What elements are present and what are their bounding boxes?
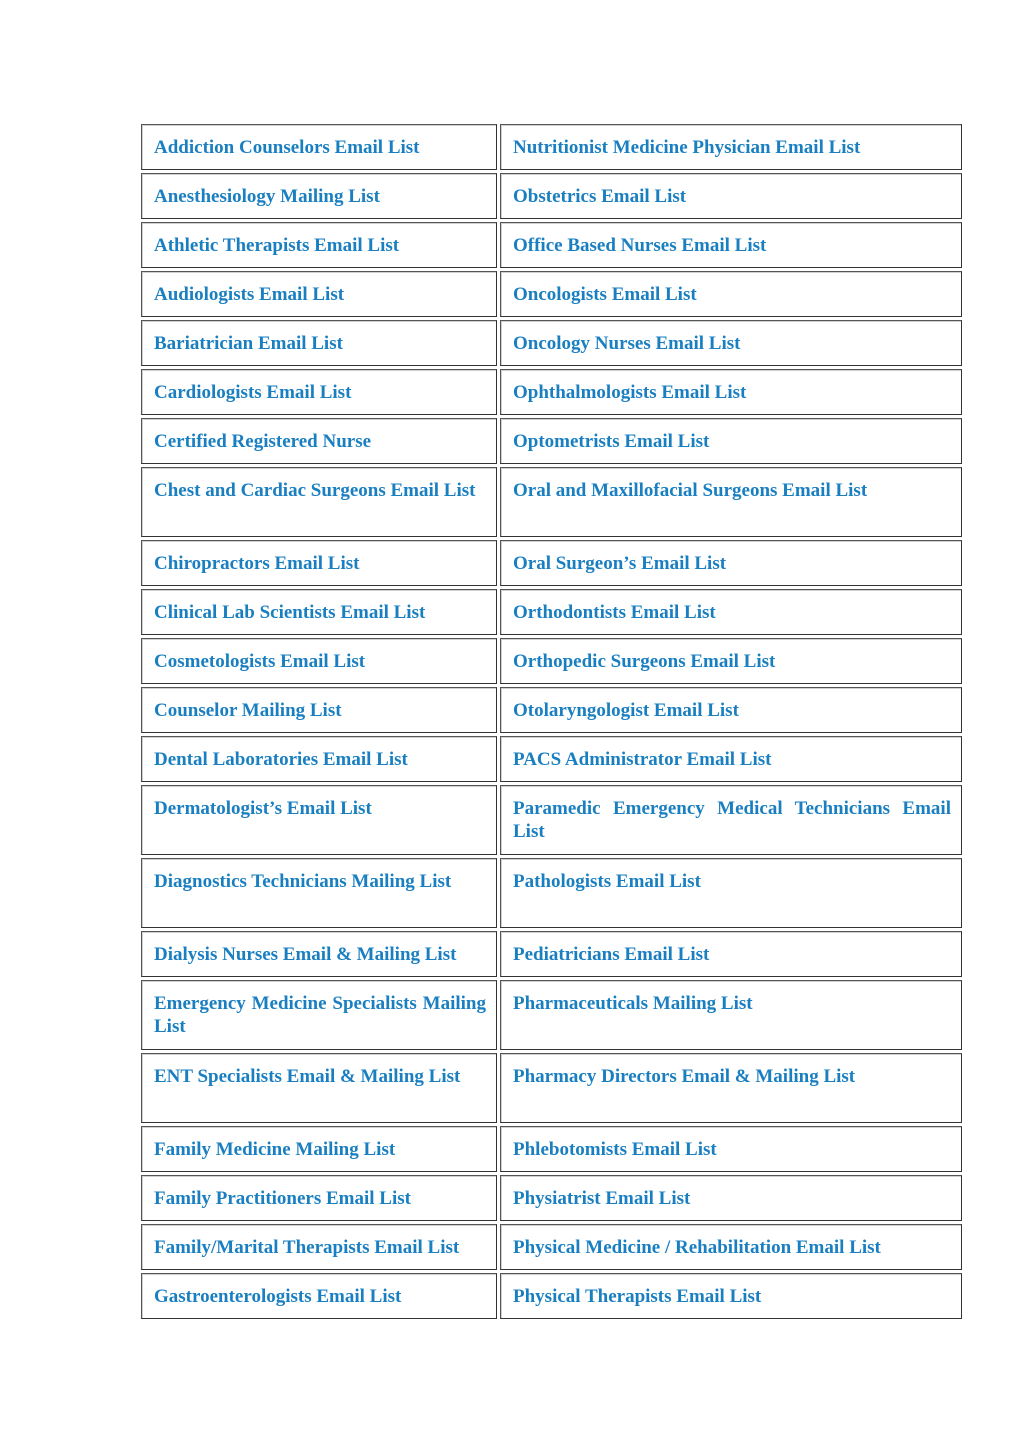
list-link[interactable]: Family Practitioners Email List	[154, 1188, 411, 1209]
table-row	[141, 1053, 962, 1123]
table-cell-left	[141, 638, 497, 684]
list-link[interactable]: Physical Therapists Email List	[513, 1286, 762, 1307]
table-cell-left	[141, 589, 497, 635]
table-cell-right	[500, 124, 962, 170]
table-cell-right	[500, 1175, 962, 1221]
list-link[interactable]: Oral Surgeon’s Email List	[513, 553, 727, 574]
list-link[interactable]: Pharmaceuticals Mailing List	[513, 993, 753, 1014]
list-link[interactable]: Pathologists Email List	[513, 871, 701, 892]
table-cell-left	[141, 369, 497, 415]
table-row	[141, 540, 962, 586]
list-link[interactable]: Optometrists Email List	[513, 431, 710, 452]
table-cell-left	[141, 687, 497, 733]
list-link[interactable]: Phlebotomists Email List	[513, 1139, 717, 1160]
table-cell-right	[500, 222, 962, 268]
table-cell-right	[500, 1224, 962, 1270]
table-cell-left	[141, 1175, 497, 1221]
table-cell-right	[500, 858, 962, 928]
table-row	[141, 467, 962, 537]
table-row	[141, 638, 962, 684]
table-cell-left	[141, 467, 497, 537]
table-cell-right	[500, 320, 962, 366]
table-cell-right	[500, 1273, 962, 1319]
table-cell-right	[500, 1053, 962, 1123]
list-link[interactable]: Paramedic Emergency Medical Technicians Email List	[513, 798, 951, 842]
list-link[interactable]: Orthodontists Email List	[513, 602, 716, 623]
table-cell-right	[500, 736, 962, 782]
table-cell-left	[141, 222, 497, 268]
table-row	[141, 589, 962, 635]
table-row	[141, 173, 962, 219]
list-link[interactable]: Gastroenterologists Email List	[154, 1286, 402, 1307]
list-link[interactable]: Counselor Mailing List	[154, 700, 342, 721]
table-row	[141, 736, 962, 782]
list-link[interactable]: Anesthesiology Mailing List	[154, 186, 380, 207]
list-link[interactable]: Cosmetologists Email List	[154, 651, 366, 672]
list-link[interactable]: Otolaryngologist Email List	[513, 700, 739, 721]
table-cell-left	[141, 418, 497, 464]
table-row	[141, 369, 962, 415]
list-link[interactable]: Nutritionist Medicine Physician Email List	[513, 137, 861, 158]
list-link[interactable]: Bariatrician Email List	[154, 333, 343, 354]
list-link[interactable]: Pharmacy Directors Email & Mailing List	[513, 1066, 856, 1087]
table-cell-right	[500, 369, 962, 415]
table-cell-right	[500, 173, 962, 219]
table-row	[141, 980, 962, 1050]
list-link[interactable]: Addiction Counselors Email List	[154, 137, 420, 158]
list-link[interactable]: Dental Laboratories Email List	[154, 749, 408, 770]
table-row	[141, 858, 962, 928]
table-row	[141, 1224, 962, 1270]
list-link[interactable]: Cardiologists Email List	[154, 382, 352, 403]
table-cell-left	[141, 320, 497, 366]
table-cell-right	[500, 785, 962, 855]
table-cell-left	[141, 1273, 497, 1319]
table-cell-right	[500, 467, 962, 537]
list-link[interactable]: Orthopedic Surgeons Email List	[513, 651, 776, 672]
table-cell-right	[500, 1126, 962, 1172]
email-list-table	[138, 121, 965, 1322]
list-link[interactable]: Oncologists Email List	[513, 284, 697, 305]
table-row	[141, 931, 962, 977]
list-link[interactable]: Obstetrics Email List	[513, 186, 687, 207]
table-cell-right	[500, 638, 962, 684]
list-link[interactable]: Family/Marital Therapists Email List	[154, 1237, 460, 1258]
table-cell-right	[500, 687, 962, 733]
table-cell-right	[500, 931, 962, 977]
list-link[interactable]: PACS Administrator Email List	[513, 749, 772, 770]
table-row	[141, 222, 962, 268]
list-link[interactable]: Dermatologist’s Email List	[154, 798, 372, 819]
list-link[interactable]: Chiropractors Email List	[154, 553, 360, 574]
table-cell-left	[141, 540, 497, 586]
list-link[interactable]: Audiologists Email List	[154, 284, 345, 305]
table-row	[141, 1126, 962, 1172]
table-cell-left	[141, 1224, 497, 1270]
list-link[interactable]: Physical Medicine / Rehabilitation Email List	[513, 1237, 881, 1258]
table-cell-left	[141, 785, 497, 855]
table-cell-left	[141, 980, 497, 1050]
list-link[interactable]: Ophthalmologists Email List	[513, 382, 747, 403]
list-link[interactable]: Athletic Therapists Email List	[154, 235, 400, 256]
table-cell-left	[141, 1053, 497, 1123]
table-cell-left	[141, 124, 497, 170]
list-link[interactable]: Clinical Lab Scientists Email List	[154, 602, 426, 623]
table-row	[141, 320, 962, 366]
table-cell-left	[141, 858, 497, 928]
table-cell-right	[500, 589, 962, 635]
table-row	[141, 418, 962, 464]
table-cell-right	[500, 271, 962, 317]
table-cell-right	[500, 418, 962, 464]
list-link[interactable]: Dialysis Nurses Email & Mailing List	[154, 944, 457, 965]
table-cell-left	[141, 931, 497, 977]
list-link[interactable]: Oncology Nurses Email List	[513, 333, 741, 354]
table-row	[141, 687, 962, 733]
list-link[interactable]: Office Based Nurses Email List	[513, 235, 767, 256]
table-row	[141, 271, 962, 317]
table-cell-left	[141, 271, 497, 317]
table-cell-left	[141, 173, 497, 219]
table-row	[141, 124, 962, 170]
table-cell-right	[500, 980, 962, 1050]
list-link[interactable]: Chest and Cardiac Surgeons Email List	[154, 480, 476, 501]
table-row	[141, 1175, 962, 1221]
table-cell-left	[141, 736, 497, 782]
list-link[interactable]: Oral and Maxillofacial Surgeons Email List	[513, 480, 868, 501]
table-row	[141, 785, 962, 855]
list-link[interactable]: Certified Registered Nurse	[154, 431, 372, 452]
list-link[interactable]: ENT Specialists Email & Mailing List	[154, 1066, 461, 1087]
list-link[interactable]: Physiatrist Email List	[513, 1188, 691, 1209]
table-row	[141, 1273, 962, 1319]
list-link[interactable]: Diagnostics Technicians Mailing List	[154, 871, 452, 892]
list-link[interactable]: Pediatricians Email List	[513, 944, 710, 965]
table-cell-left	[141, 1126, 497, 1172]
list-link[interactable]: Family Medicine Mailing List	[154, 1139, 396, 1160]
email-list-table-body	[141, 124, 962, 1319]
table-cell-right	[500, 540, 962, 586]
list-link[interactable]: Emergency Medicine Specialists Mailing List	[154, 993, 486, 1037]
